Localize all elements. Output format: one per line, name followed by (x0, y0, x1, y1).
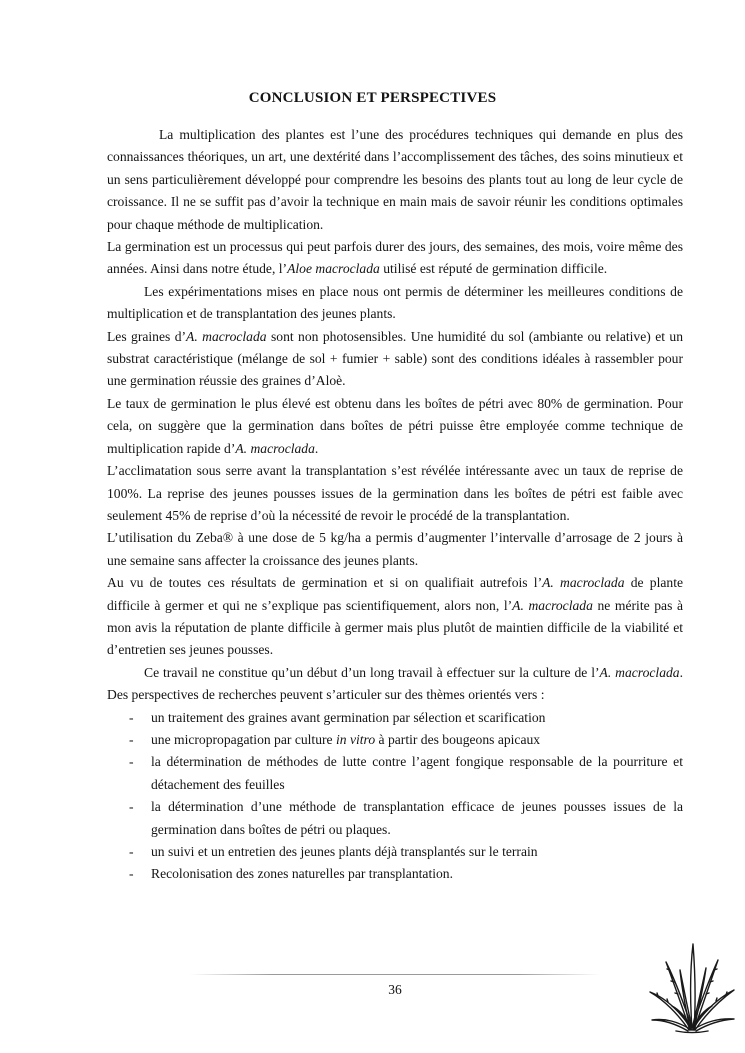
page-number: 36 (388, 982, 402, 997)
bullet-dash: - (129, 754, 134, 770)
bullet-dash: - (129, 844, 134, 859)
list-item: - Recolonisation des zones naturelles par transplantation. (107, 863, 683, 885)
paragraph-seeds: Les graines d’A. macroclada sont non photosensibles. Une humidité du sol (ambiante ou relative) et un substrat caractéristique (mélange de sol + fumier + sable) sont des conditions idéales à rassembler pour une germination réussie des graines d’Aloè. (107, 328, 684, 389)
paragraph-germination-rate: Le taux de germination le plus élevé est obtenu dans les boîtes de pétri avec 80% de germination. Pour cela, on suggère que la germination dans boîtes de pétri puisse être employée comme technique de multiplication rapide d’A. macroclada. (107, 395, 683, 456)
page-title: CONCLUSION ET PERSPECTIVES (248, 90, 497, 106)
paragraph-germination: La germination est un processus qui peut parfois durer des jours, des semaines, des mois, voire même des années. Ainsi dans notre étude, l’Aloe macroclada utilisé est réputé de germination difficile. (107, 239, 683, 277)
paragraph-acclimatation: L’acclimatation sous serre avant la transplantation s’est révélée intéressante avec un taux de reprise de 100%. La reprise des jeunes pousses issues de la germination dans les boîtes de pétri est faible avec seulement 45% de reprise d’où la nécessité de revoir le procédé de la transplantation. (107, 463, 683, 523)
bullet-dash: - (129, 799, 134, 815)
list-item: - un suivi et un entretien des jeunes plants déjà transplantés sur le terrain (107, 841, 683, 863)
aloe-plant-icon (646, 940, 738, 1034)
list-item: - la détermination de méthodes de lutte contre l’agent fongique responsable de la pourriture et détachement des feuilles (107, 751, 683, 796)
paragraph-intro: La multiplication des plantes est l’une des procédures techniques qui demande en plus des connaissances théoriques, un art, une dextérité dans l’accomplissement des tâches, des soins minutieux et un sens particulièrement développé pour comprendre les besoins des plants tout au long de leur cycle de croissance. Il ne se suffit pas d’avoir la technique en main mais de savoir réunir les conditions optimales pour chaque méthode de multiplication. (107, 127, 683, 232)
body-text (107, 124, 683, 886)
paragraph-results: Au vu de toutes ces résultats de germination et si on qualifiait autrefois l’A. macroclada de plante difficile à germer et qui ne s’explique pas scientifiquement, alors non, l’A. macroclada ne mérite pas à mon avis la réputation de plante difficile à germer mais plus plutôt de maintien difficile de la viabilité et d’entretien ses jeunes pousses. (107, 575, 684, 658)
list-item: - la détermination d’une méthode de transplantation efficace de jeunes pousses issues de la germination dans boîtes de pétri ou plaques. (107, 796, 683, 841)
bullet-dash: - (129, 709, 134, 725)
list-item: - un traitement des graines avant germination par sélection et scarification (107, 707, 683, 729)
footer-divider (190, 974, 600, 975)
list-item: - une micropropagation par culture in vitro à partir des bougeons apicaux (107, 729, 683, 751)
paragraph-perspectives: Ce travail ne constitue qu’un début d’un long travail à effectuer sur la culture de l’A. macroclada. Des perspectives de recherches peuvent s’articuler sur des thèmes orientés vers : (107, 664, 683, 703)
perspectives-list (107, 707, 683, 886)
bullet-dash: - (129, 731, 134, 747)
paragraph-experiments: Les expérimentations mises en place nous ont permis de déterminer les meilleures conditions de multiplication et de transplantation des jeunes plants. (107, 283, 683, 322)
paragraph-zeba: L’utilisation du Zeba® à une dose de 5 kg/ha a permis d’augmenter l’intervalle d’arrosage de 2 jours à une semaine sans affecter la croissance des jeunes plants. (107, 530, 683, 568)
bullet-dash: - (129, 866, 134, 882)
